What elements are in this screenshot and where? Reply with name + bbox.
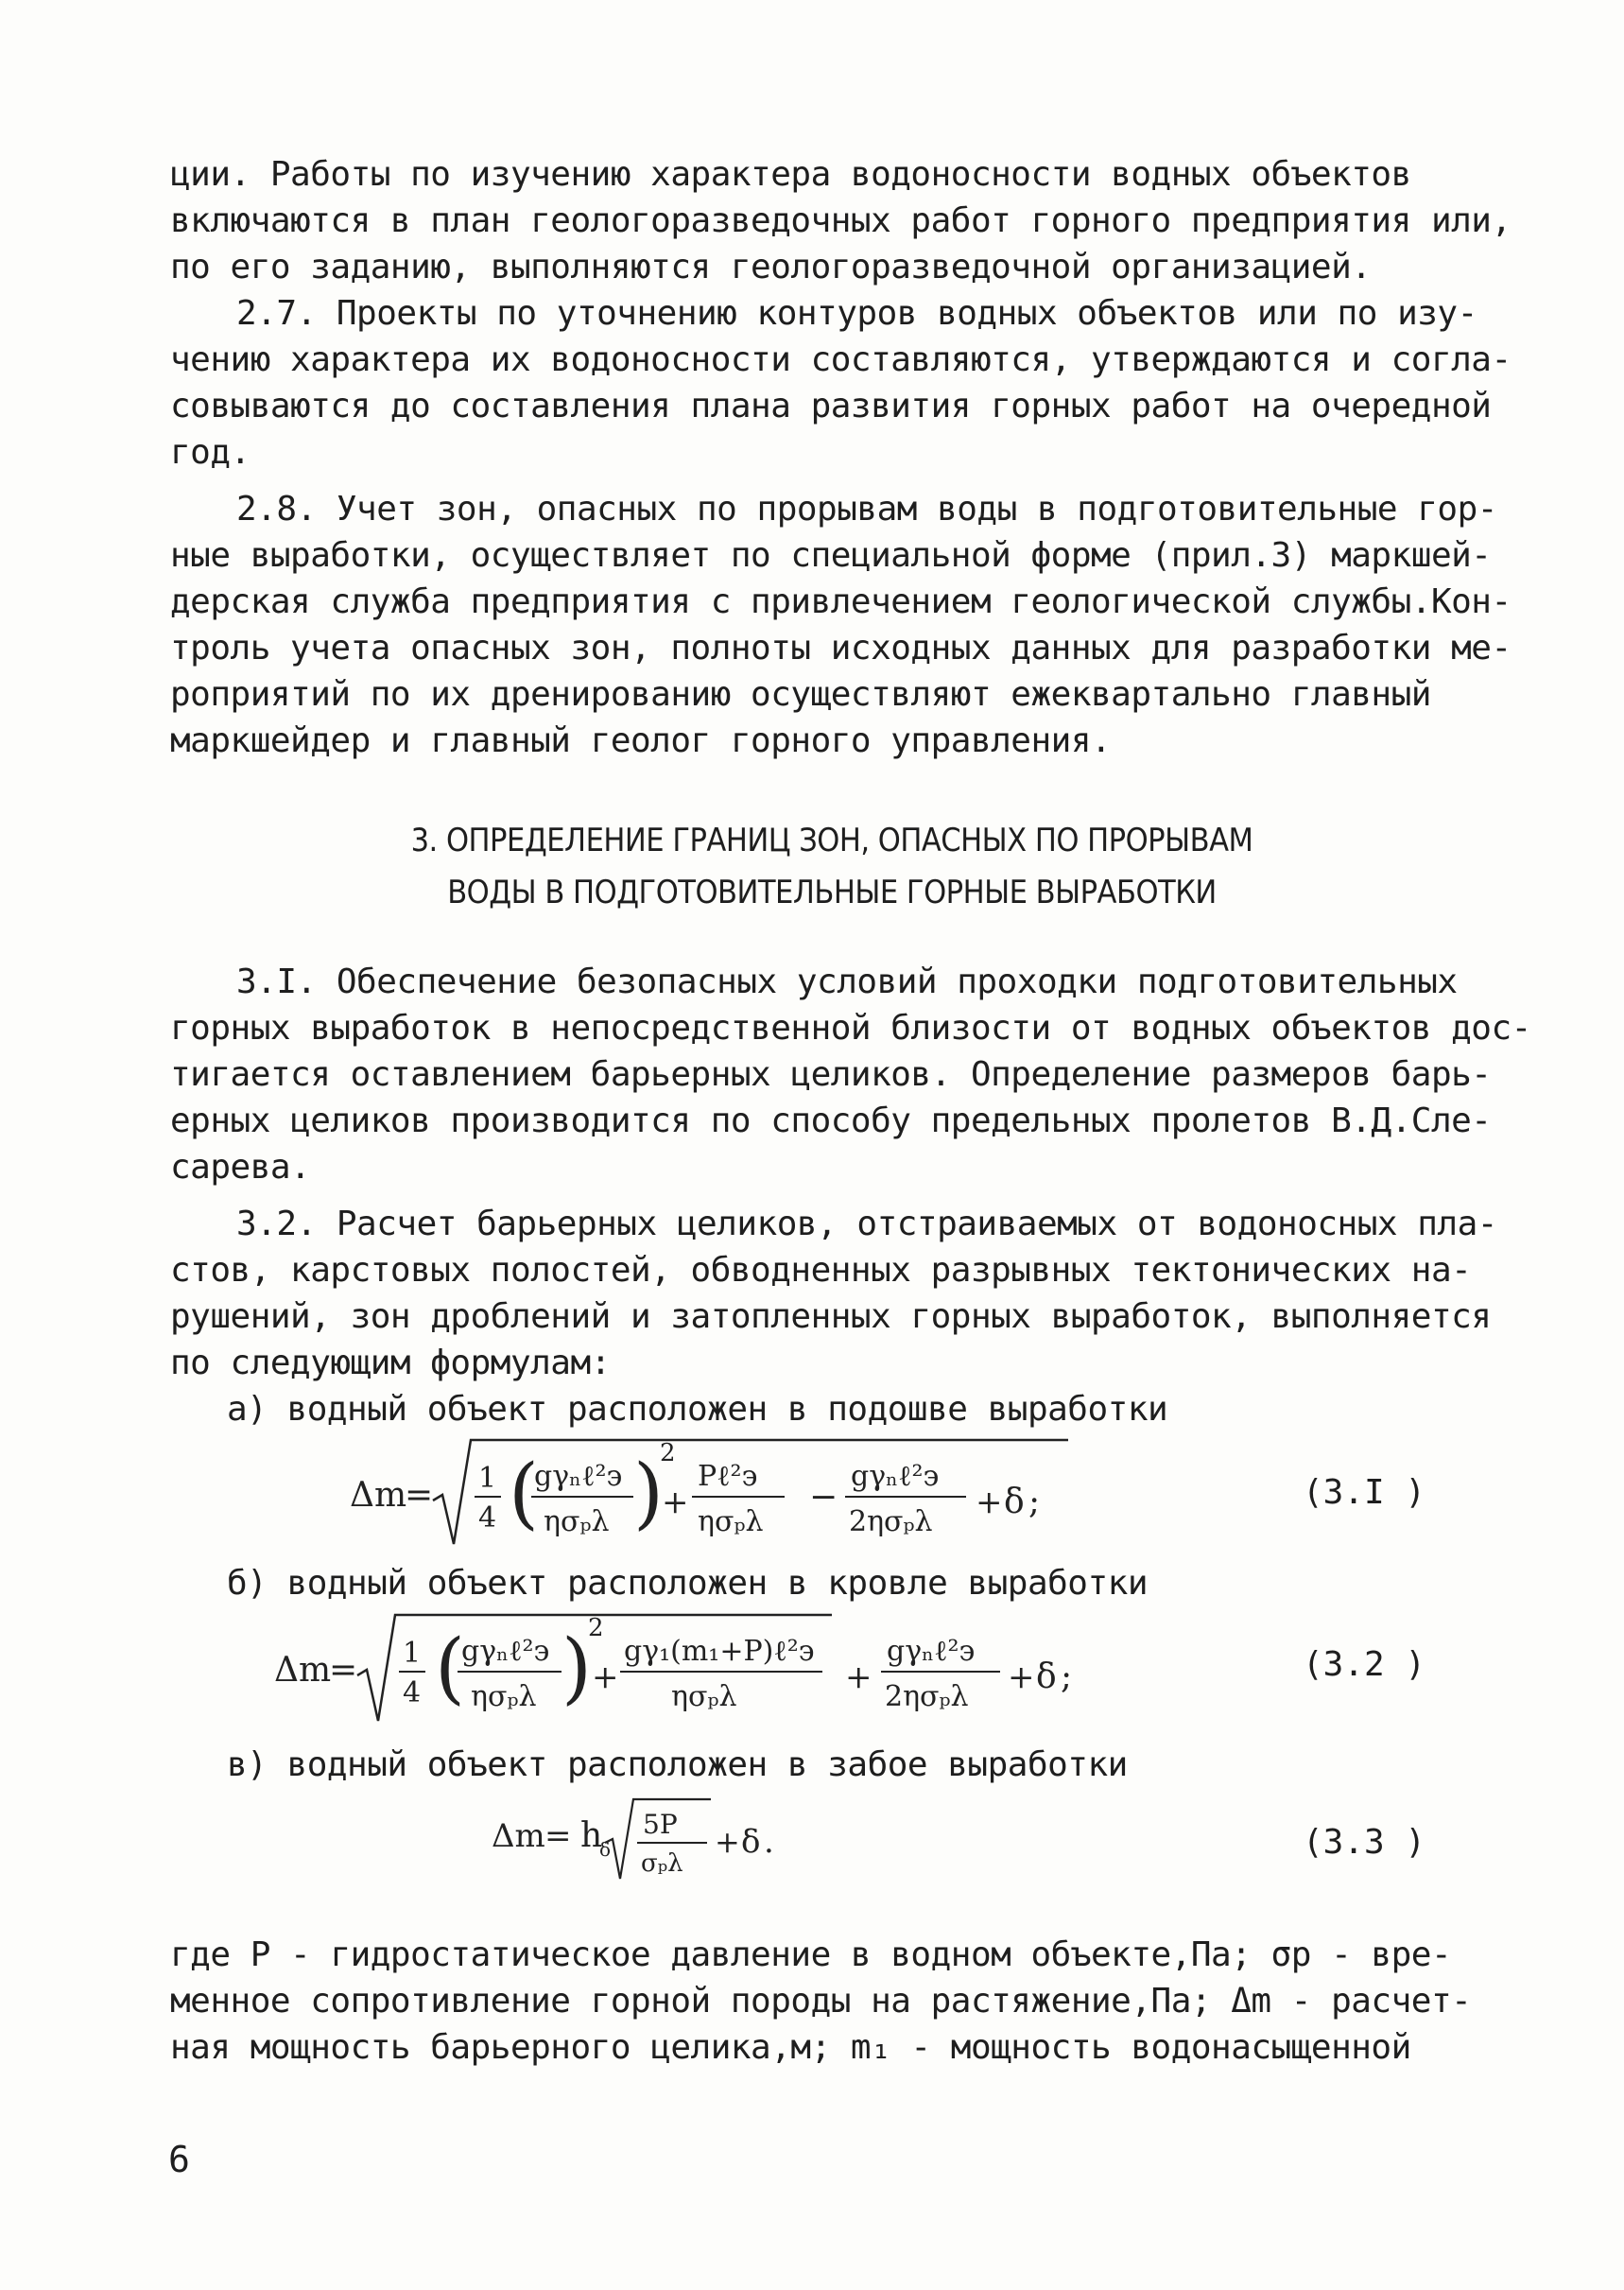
semicolon: ;	[1028, 1483, 1041, 1521]
text-line: 3.2. Расчет барьерных целиков, отстраиваемых от водоносных пла-	[236, 1205, 1497, 1243]
svg-text:): )	[633, 1449, 664, 1538]
equation-number: (3.2 )	[1302, 1645, 1425, 1684]
plus-sign: +	[1008, 1658, 1035, 1696]
subscript: δ	[599, 1838, 612, 1861]
definitions-paragraph	[170, 1932, 1494, 2071]
paragraph-3-1	[170, 959, 1531, 1190]
text-line: ции. Работы по изучению характера водоносности водных объектов	[170, 155, 1411, 194]
section-heading-line: 3. ОПРЕДЕЛЕНИЕ ГРАНИЦ ЗОН, ОПАСНЫХ ПО ПРОРЫВАМ	[410, 822, 1253, 859]
formula-lhs: Δm	[274, 1651, 332, 1690]
fraction-denominator: 2ησₚλ	[849, 1505, 933, 1538]
formula-3-1	[350, 1432, 1068, 1560]
text-line: ная мощность барьерного целика,м; m₁ - мощность водонасыщенной	[170, 2028, 1411, 2067]
svg-text:(: (	[435, 1623, 465, 1713]
formula-3-3	[492, 1792, 813, 1896]
text-line: ные выработки, осуществляет по специальной форме (прил.3) маркшей-	[170, 536, 1492, 575]
fraction-numerator: gγₙℓ²э	[887, 1635, 976, 1668]
paragraph-2-7	[170, 290, 1512, 476]
delta-symbol: δ	[741, 1823, 761, 1861]
case-a-label: а) водный объект расположен в подошве выработки	[227, 1390, 1168, 1429]
fraction-denominator: ησₚλ	[698, 1505, 764, 1538]
text-line: где P - гидростатическое давление в водном объекте,Па; σр - вре-	[170, 1935, 1452, 1974]
text-line: роприятий по их дренированию осуществляют ежеквартально главный	[170, 675, 1431, 714]
fraction-denominator: 4	[478, 1501, 497, 1535]
exponent: 2	[660, 1439, 676, 1467]
text-line: чению характера их водоносности составляются, утверждаются и согла-	[170, 340, 1512, 379]
period: .	[764, 1823, 774, 1861]
svg-text:): )	[561, 1623, 592, 1713]
delta-symbol: δ	[1004, 1483, 1025, 1521]
plus-sign: +	[845, 1658, 872, 1696]
fraction-numerator: gγ₁(m₁+P)ℓ²э	[624, 1635, 815, 1668]
paragraph-3-2	[170, 1201, 1497, 1386]
fraction-denominator: ησₚλ	[544, 1505, 610, 1538]
fraction-numerator: 1	[478, 1462, 497, 1495]
fraction-numerator: 1	[403, 1637, 422, 1670]
fraction-numerator: gγₙℓ²э	[851, 1460, 940, 1493]
text-line: маркшейдер и главный геолог горного управления.	[170, 721, 1112, 760]
equals-sign: =	[329, 1651, 358, 1690]
plus-sign: +	[976, 1483, 1003, 1521]
text-line: 3.I. Обеспечение безопасных условий проходки подготовительных	[236, 963, 1458, 1001]
text-line: по следующим формулам:	[170, 1344, 611, 1382]
text-line: троль учета опасных зон, полноты исходных данных для разработки ме-	[170, 629, 1512, 668]
text-line: стов, карстовых полостей, обводненных разрывных тектонических на-	[170, 1251, 1472, 1290]
semicolon: ;	[1061, 1657, 1073, 1696]
fraction-denominator: 4	[403, 1676, 422, 1709]
fraction-numerator: 5P	[643, 1809, 678, 1840]
fraction-denominator: ησₚλ	[671, 1680, 737, 1713]
svg-text:(: (	[509, 1449, 539, 1538]
text-line: сарева.	[170, 1148, 311, 1187]
plus-sign: +	[592, 1658, 619, 1696]
equals-sign: =	[544, 1817, 572, 1855]
text-line: совываются до составления плана развития горных работ на очередной	[170, 387, 1492, 425]
text-line: по его заданию, выполняются геологоразведочной организацией.	[170, 248, 1372, 286]
formula-3-2	[274, 1607, 1087, 1735]
equation-number: (3.I )	[1302, 1473, 1425, 1512]
text-line: 2.7. Проекты по уточнению контуров водных объектов или по изу-	[236, 294, 1477, 333]
case-b-label: б) водный объект расположен в кровле выработки	[227, 1564, 1148, 1603]
equation-number: (3.3 )	[1302, 1823, 1425, 1862]
text-line: тигается оставлением барьерных целиков. Определение размеров барь-	[170, 1055, 1492, 1094]
delta-symbol: δ	[1036, 1657, 1057, 1696]
text-line: 2.8. Учет зон, опасных по прорывам воды в подготовительные гор-	[236, 490, 1497, 529]
section-heading	[170, 815, 1494, 919]
plus-sign: +	[715, 1824, 740, 1860]
page-number: 6	[168, 2139, 190, 2180]
text-line: ерных целиков производится по способу предельных пролетов В.Д.Сле-	[170, 1102, 1492, 1140]
minus-sign: −	[809, 1478, 838, 1517]
case-c-label: в) водный объект расположен в забое выработки	[227, 1745, 1128, 1784]
text-line: включаются в план геологоразведочных работ горного предприятия или,	[170, 201, 1512, 240]
exponent: 2	[588, 1614, 604, 1642]
formula-lhs: Δm	[350, 1476, 407, 1515]
fraction-numerator: gγₙℓ²э	[461, 1635, 550, 1668]
h-symbol: h	[580, 1816, 603, 1855]
formula-lhs: Δm	[492, 1817, 545, 1855]
fraction-numerator: Pℓ²э	[698, 1460, 758, 1493]
text-line: дерская служба предприятия с привлечением геологической службы.Кон-	[170, 582, 1512, 621]
text-line: менное сопротивление горной породы на растяжение,Па; Δm - расчет-	[170, 1982, 1472, 2021]
paragraph-2-8	[170, 486, 1512, 764]
fraction-numerator: gγₙℓ²э	[534, 1460, 623, 1493]
equals-sign: =	[405, 1476, 434, 1515]
text-line: рушений, зон дроблений и затопленных горных выработок, выполняется	[170, 1297, 1492, 1336]
fraction-denominator: 2ησₚλ	[885, 1680, 969, 1713]
fraction-denominator: ησₚλ	[471, 1680, 537, 1713]
paragraph-continuation	[170, 151, 1512, 290]
text-line: год.	[170, 433, 251, 472]
text-line: горных выработок в непосредственной близости от водных объектов дос-	[170, 1009, 1531, 1048]
section-heading-line: ВОДЫ В ПОДГОТОВИТЕЛЬНЫЕ ГОРНЫЕ ВЫРАБОТКИ	[447, 874, 1217, 911]
fraction-denominator: σₚλ	[641, 1849, 683, 1878]
plus-sign: +	[662, 1483, 689, 1521]
